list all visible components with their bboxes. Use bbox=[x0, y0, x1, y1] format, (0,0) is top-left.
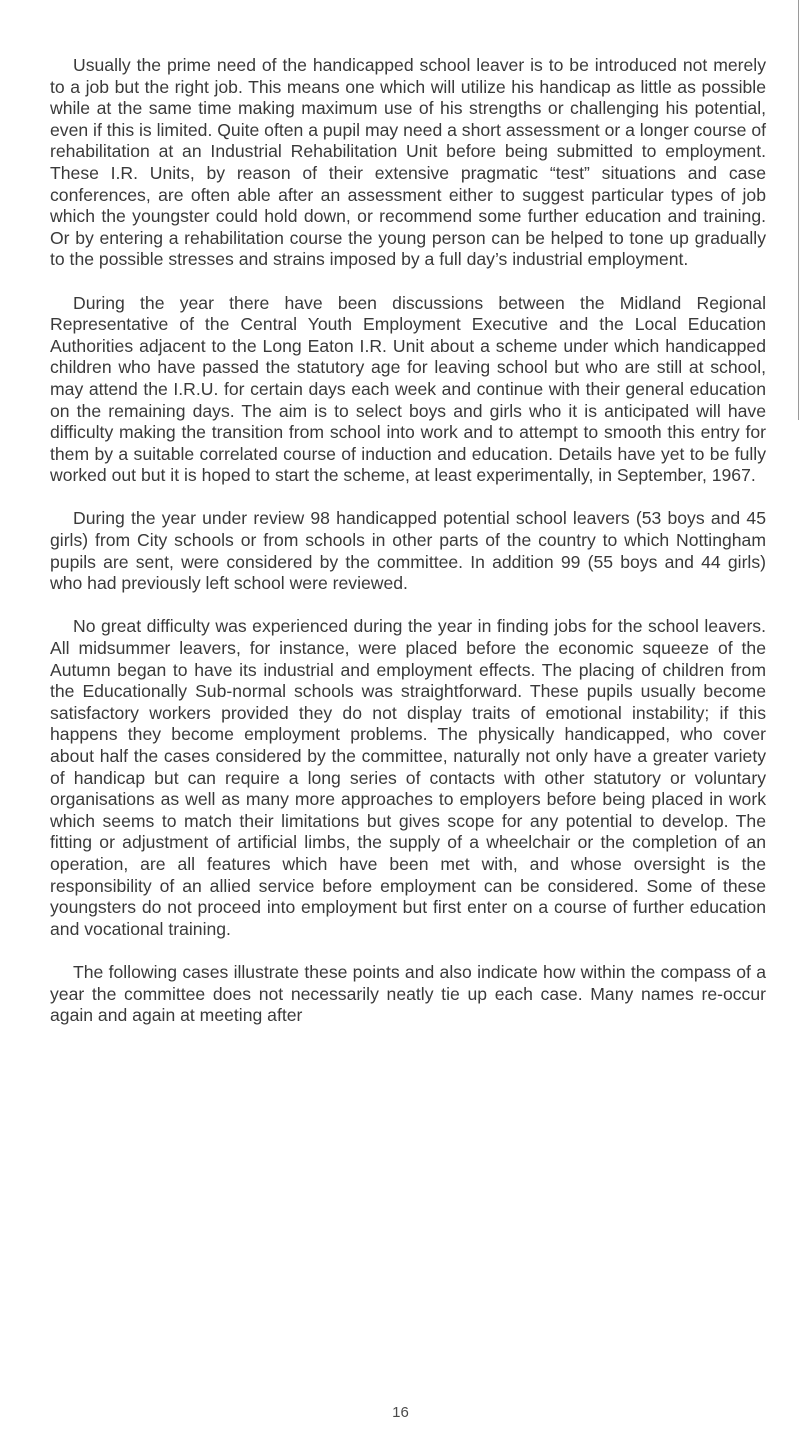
paragraph-finding-jobs: No great difficulty was experienced during the year in finding jobs for the school leavers. All midsummer leavers, for instance, were placed before the economic squeeze of the Autumn began to have its industrial and employment effects. The placing of children from the Educationally Sub-normal schools was straightforward. These pupils usually become satisfactory workers provided they do not display traits of emotional instability; if this happens they become employment problems. The physically handicapped, who cover about half the cases considered by the committee, naturally not only have a greater variety of handicap but can require a long series of contacts with other statutory or voluntary organisations as well as many more approaches to employers before being placed in work which seems to match their limitations but gives scope for any potential to develop. The fitting or adjustment of artificial limbs, the supply of a wheelchair or the completion of an operation, are all features which have been met with, and whose oversight is the responsibility of an allied service before employment can be considered. Some of these youngsters do not proceed into employment but first enter on a course of further education and vocational training. bbox=[50, 616, 766, 939]
page-number: 16 bbox=[392, 1404, 409, 1421]
paragraph-midland-scheme: During the year there have been discussions between the Midland Regional Representative of the Central Youth Employment Executive and the Local Education Authorities adjacent to the Long Eaton I.R. Unit about a scheme under which handicapped children who have passed the statutory age for leaving school but who are still at school, may attend the I.R.U. for certain days each week and continue with their general education on the remaining days. The aim is to select boys and girls who it is anticipated will have difficulty making the transition from school into work and to attempt to smooth this entry for them by a suitable correlated course of induction and education. Details have yet to be fully worked out but it is hoped to start the scheme, at least experimentally, in September, 1967. bbox=[50, 292, 766, 486]
paragraph-handicapped-school-leaver: Usually the prime need of the handicapped school leaver is to be introduced not merely to a job but the right job. This means one which will utilize his handicap as little as possible while at the same time making maximum use of his strengths or challenging his potential, even if this is limited. Quite often a pupil may need a short assessment or a longer course of rehabilitation at an Industrial Rehabilitation Unit before being submitted to employment. These I.R. Units, by reason of their extensive pragmatic “test” situations and case conferences, are often able after an assessment either to suggest particular types of job which the youngster could hold down, or recommend some further education and training. Or by entering a rehabilitation course the young person can be helped to tone up gradually to the possible stresses and strains imposed by a full day’s industrial employment. bbox=[50, 55, 766, 270]
page-edge-line bbox=[798, 0, 799, 420]
paragraph-following-cases: The following cases illustrate these points and also indicate how within the compass of a year the committee does not necessarily neatly tie up each case. Many names re-occur again and again at meeting after bbox=[50, 961, 766, 1026]
paragraph-year-under-review: During the year under review 98 handicapped potential school leavers (53 boys and 45 girls) from City schools or from schools in other parts of the country to which Nottingham pupils are sent, were considered by the committee. In addition 99 (55 boys and 44 girls) who had previously left school were reviewed. bbox=[50, 508, 766, 594]
document-body bbox=[50, 55, 766, 1048]
